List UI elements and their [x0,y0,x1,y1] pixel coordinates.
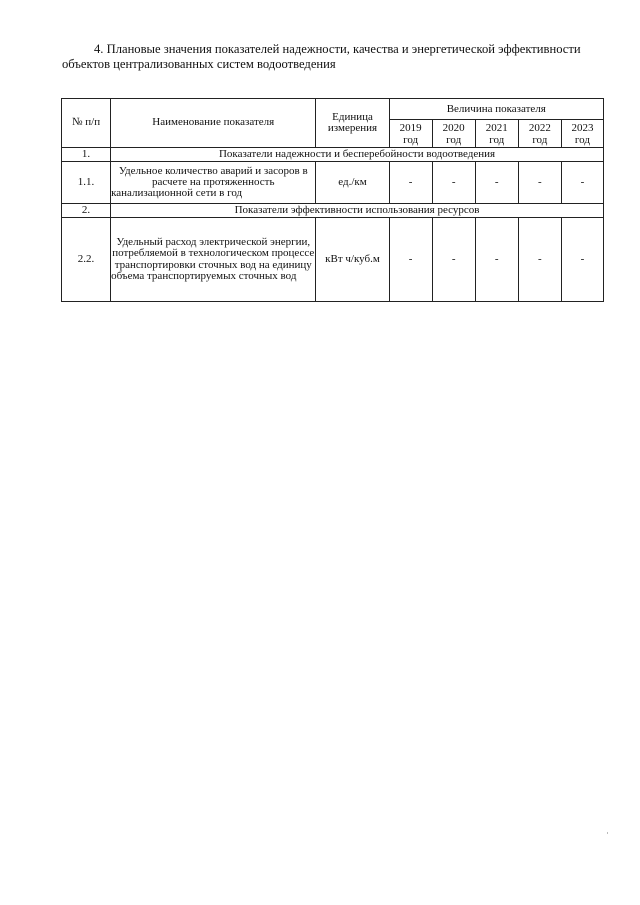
indicator-unit: ед./км [316,162,389,204]
header-unit: Единица измерения [316,99,389,148]
header-row-top [62,99,604,120]
section-row-efficiency [62,204,604,218]
header-value: Величина показателя [389,99,603,120]
heading-line-1: 4. Плановые значения показателей надежности, качества и энергетической эффективности [94,42,581,56]
value-2021: - [475,218,518,302]
heading-line-2: объектов централизованных систем водоотведения [62,57,336,71]
header-year-2021 [475,120,518,148]
header-year-2023 [561,120,603,148]
header-year-2020 [432,120,475,148]
value-2022: - [518,162,561,204]
year-label: 2022 [528,121,551,134]
value-2022: - [518,218,561,302]
section-number: 2. [62,204,111,218]
section-title: Показатели надежности и бесперебойности водоотведения [111,148,604,162]
value-2020: - [432,218,475,302]
section-number: 1. [62,148,111,162]
table-row [62,162,604,204]
header-year-2022 [518,120,561,148]
indicator-unit: кВт ч/куб.м [316,218,389,302]
year-unit-label: год [489,133,505,146]
year-unit-label: год [403,133,419,146]
row-number: 1.1. [62,162,111,204]
value-2020: - [432,162,475,204]
year-label: 2021 [485,121,508,134]
value-2019: - [389,162,432,204]
indicators-table [61,98,604,302]
year-unit-label: год [446,133,462,146]
year-unit-label: год [532,133,548,146]
value-2019: - [389,218,432,302]
year-unit-label: год [574,133,590,146]
header-name: Наименование показателя [111,99,316,148]
table-row [62,218,604,302]
section-title: Показатели эффективности использования ресурсов [111,204,604,218]
scan-speck [607,832,608,834]
header-num: № п/п [62,99,111,148]
value-2023: - [561,162,603,204]
indicator-name: Удельное количество аварий и засоров в расчете на протяженность канализационной сети в год [111,162,316,204]
value-2021: - [475,162,518,204]
section-heading [62,42,606,72]
section-row-reliability [62,148,604,162]
row-number: 2.2. [62,218,111,302]
year-label: 2023 [571,121,594,134]
value-2023: - [561,218,603,302]
indicator-name: Удельный расход электрической энергии, потребляемой в технологическом процессе транспортировки сточных вод на единицу объема транспортируемых сточных вод [111,218,316,302]
header-year-2019 [389,120,432,148]
year-label: 2019 [399,121,422,134]
year-label: 2020 [442,121,465,134]
